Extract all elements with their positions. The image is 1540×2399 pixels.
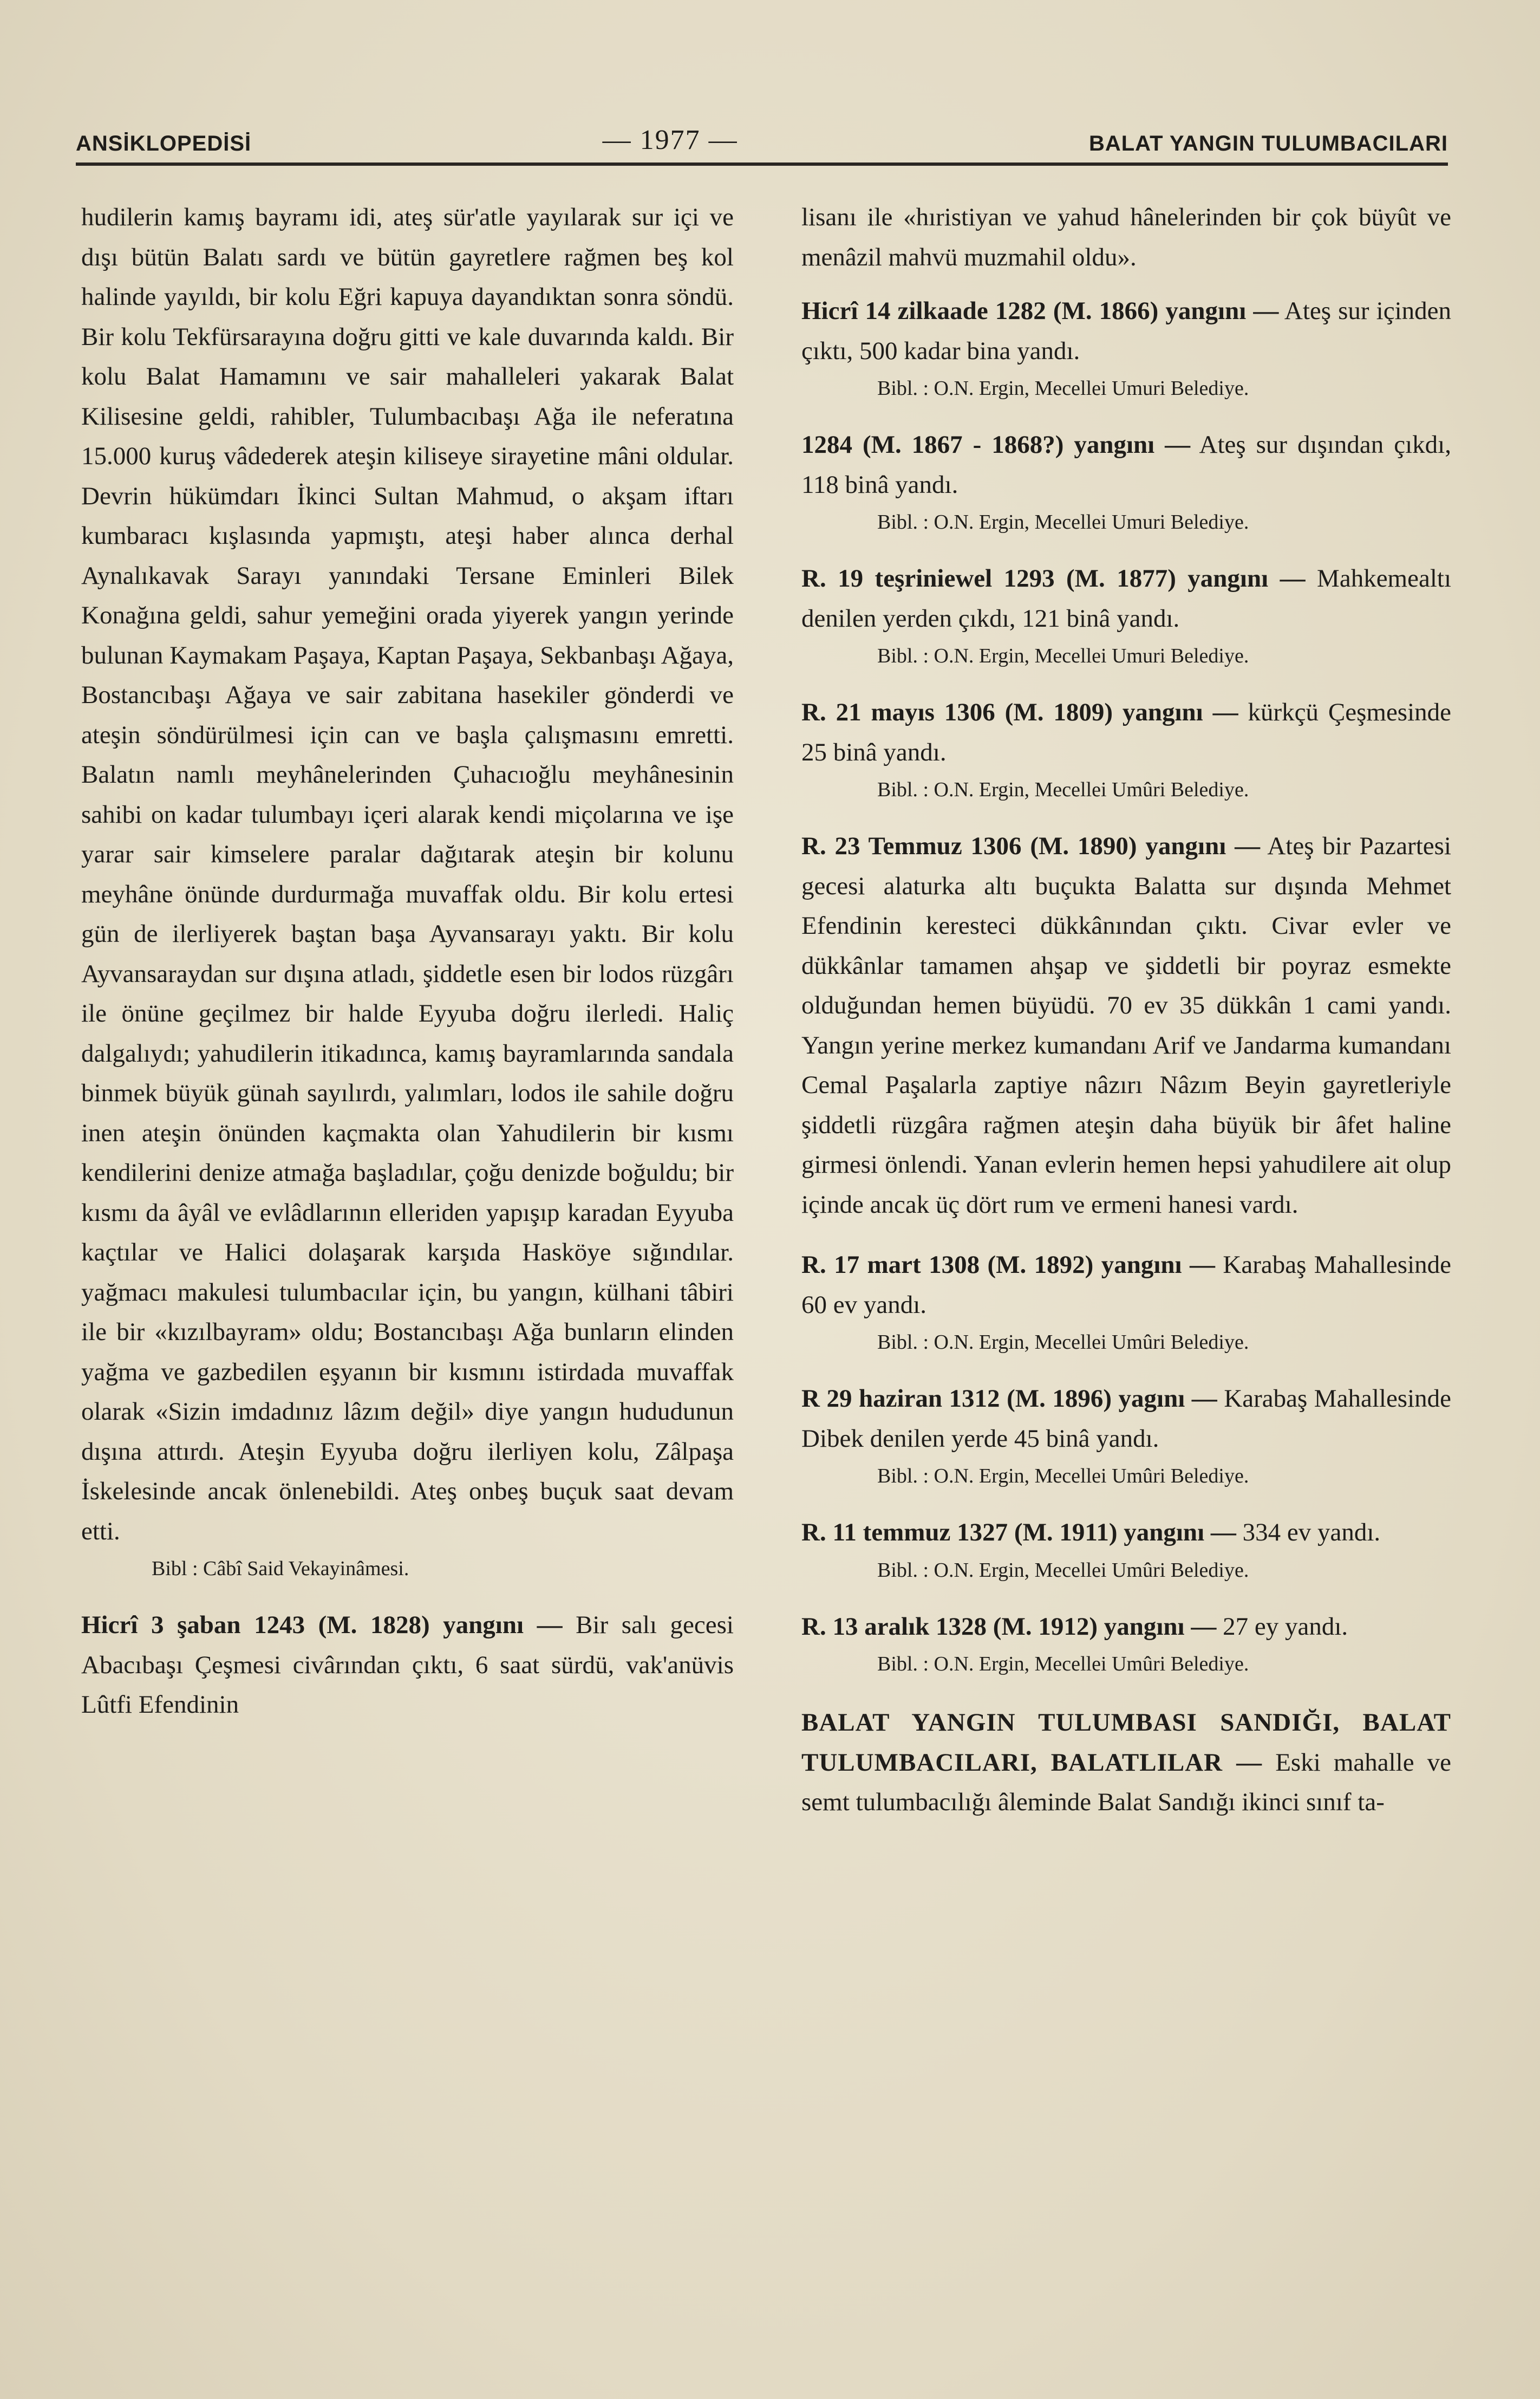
- entry-text: Bir salı gecesi Abacıbaşı Çeşmesi civârından çıktı, 6 saat sürdü, vak'anüvis Lûtfi Efendinin: [81, 1611, 734, 1719]
- page-number: — 1977 —: [602, 125, 738, 155]
- right-bibliography-2: Bibl. : O.N. Ergin, Mecellei Umuri Belediye.: [877, 511, 1249, 534]
- right-bibliography-8: Bibl. : O.N. Ergin, Mecellei Umûri Belediye.: [877, 1558, 1249, 1582]
- right-bibliography-3: Bibl. : O.N. Ergin, Mecellei Umuri Belediye.: [877, 645, 1249, 667]
- right-entry-1: [801, 291, 1451, 371]
- right-entry-2: [801, 425, 1451, 505]
- entry-title: R. 13 aralık 1328 (M. 1912) yangını —: [801, 1612, 1217, 1641]
- right-bibliography-4: Bibl. : O.N. Ergin, Mecellei Umûri Belediye.: [877, 778, 1249, 801]
- right-paragraph-1: lisanı ile «hıristiyan ve yahud hânelerinden bir çok büyût ve menâzil mahvü muzmahil oldu».: [801, 203, 1451, 271]
- header-rule: [76, 162, 1448, 166]
- entry-text: Karabaş Mahallesinde Dibek denilen yerde 45 binâ yandı.: [801, 1384, 1452, 1453]
- right-entry-7: [801, 1379, 1451, 1459]
- right-entry-5: [801, 827, 1451, 1225]
- running-header: [76, 118, 1448, 156]
- entry-title: Hicrî 14 zilkaade 1282 (M. 1866) yangını —: [801, 297, 1279, 325]
- right-entry-4: [801, 693, 1451, 772]
- header-right: BALAT YANGIN TULUMBACILARI: [1088, 132, 1448, 155]
- entry-text: Ateş bir Pazartesi gecesi alaturka altı buçukta Balatta sur dışında Mehmet Efendinin keresteci dükkânından çıktı. Civar evler ve dükkânlar tamamen ahşap ve şiddetli bir poyraz esmekte olduğundan hemen büyüdü. 70 ev 35 dükkân 1 cami yandı. Yangın yerine merkez kumandanı Arif ve Jandarma kumandanı Cemal Paşalarla zaptiye nâzırı Nâzım Beyin gayretleriyle şiddetli rüzgâra rağmen ateşin daha büyük bir âfet haline girmesi önlendi. Yanan evlerin hemen hepsi yahudilere ait olup içinde ancak üç dört rum ve ermeni hanesi vardı.: [801, 832, 1451, 1219]
- entry-text: Karabaş Mahallesinde 60 ev yandı.: [801, 1251, 1451, 1319]
- left-bibliography-1: Bibl : Câbî Said Vekayinâmesi.: [152, 1557, 409, 1580]
- left-column: [81, 198, 734, 1725]
- entry-title: R. 21 mayıs 1306 (M. 1809) yangını —: [801, 698, 1238, 726]
- entry-text: 334 ev yandı.: [1242, 1518, 1381, 1546]
- right-bibliography-9: Bibl. : O.N. Ergin, Mecellei Umûri Belediye.: [877, 1653, 1249, 1675]
- article-title: BALAT YANGIN TULUMBASI SANDIĞI, BALAT TULUMBACILARI, BALATLILAR —: [801, 1708, 1451, 1777]
- entry-title: R. 11 temmuz 1327 (M. 1911) yangını —: [801, 1518, 1236, 1546]
- left-paragraph-1: hudilerin kamış bayramı idi, ateş sür'atle yayılarak sur içi ve dışı bütün Balatı sardı ve bütün gayretlere rağmen beş kol halinde yayıldı, bir kolu Eğri kapuya dayandıktan sonra söndü. Bir kolu Tekfürsarayına doğru gitti ve kale duvarında kaldı. Bir kolu Balat Hamamını ve sair mahalleleri yakarak Balat Kilisesine geldi, rahibler, Tulumbacıbaşı Ağa ile neferatına 15.000 kuruş vâdederek ateşin kiliseye sirayetine mâni oldular. Devrin hükümdarı İkinci Sultan Mahmud, o akşam iftarı kumbaracı kışlasında yapmıştı, ateşi haber alınca derhal Aynalıkavak Sarayı yanındaki Tersane Eminleri Bilek Konağına geldi, sahur yemeğini orada yiyerek yangın yerinde bulunan Kaymakam Paşaya, Kaptan Paşaya, Sekbanbaşı Ağaya, Bostancıbaşı Ağaya ve sair zabitana hasekiler gönderdi ve ateşin söndürülmesi için can ve başla çalışmasını emretti. Balatın namlı meyhânelerinden Çuhacıoğlu meyhânesinin sahibi on kadar tulumbayı içeri alarak kendi miçolarına ve işe yarar sair kimselere paralar dağıtarak ateşin bir kolunu meyhâne önünde durdurmağa muvaffak oldu. Bir kolu ertesi gün de ilerliyerek baştan başa Ayvansarayı yaktı. Bir kolu Ayvansaraydan sur dışına atladı, şiddetle esen bir lodos rüzgârı ile önüne geçilmez bir halde Eyyuba doğru ilerledi. Haliç dalgalıydı; yahudilerin itikadınca, kamış bayramlarında sandala binmek büyük günah sayılırdı, yalımları, lodos ile sahile doğru inen ateşin önünden kaçmakta olan Yahudilerin bir kısmı kendilerini denize atmağa başladılar, çoğu denizde boğuldu; bir kısmı da âyâl ve evlâdlarının elleriden yapışıp karadan Eyyuba kaçtılar ve Halici dolaşarak karşıda Hasköye sığındılar. yağmacı makulesi tulumbacılar için, bu yangın, külhani tâbiri ile bir «kızılbayram» oldu; Bostancıbaşı Ağa bunların elinden yağma ve gazbedilen eşyanın bir kısmını istirdada muvaffak olarak «Sizin imdadınız lâzım değil» diye yangın hududunun dışına attırdı. Ateşin Eyyuba doğru ilerliyen kolu, Zâlpaşa İskelesinde ancak önlenebildi. Ateş onbeş buçuk saat devam etti.: [81, 203, 734, 1545]
- right-entry-6: [801, 1245, 1451, 1325]
- article-heading: [801, 1703, 1451, 1823]
- entry-title: R. 17 mart 1308 (M. 1892) yangını —: [801, 1251, 1216, 1279]
- right-bibliography-6: Bibl. : O.N. Ergin, Mecellei Umûri Belediye.: [877, 1331, 1249, 1354]
- entry-text: Ateş sur dışından çıkdı, 118 binâ yandı.: [801, 431, 1451, 499]
- entry-title: 1284 (M. 1867 - 1868?) yangını —: [801, 431, 1191, 459]
- right-entry-9: [801, 1607, 1451, 1647]
- right-entry-8: [801, 1513, 1451, 1553]
- left-entry-1: [81, 1605, 734, 1725]
- entry-text: 27 ey yandı.: [1223, 1612, 1348, 1641]
- entry-title: R. 19 teşriniewel 1293 (M. 1877) yangını —: [801, 564, 1306, 593]
- right-column: [801, 198, 1451, 1823]
- right-bibliography-1: Bibl. : O.N. Ergin, Mecellei Umuri Belediye.: [877, 377, 1249, 400]
- entry-title: R. 23 Temmuz 1306 (M. 1890) yangını —: [801, 832, 1261, 860]
- right-entry-3: [801, 559, 1451, 639]
- entry-title: R 29 haziran 1312 (M. 1896) yagını —: [801, 1384, 1217, 1413]
- entry-text: Ateş sur içinden çıktı, 500 kadar bina yandı.: [801, 297, 1451, 365]
- article-text: Eski mahalle ve semt tulumbacılığı âleminde Balat Sandığı ikinci sınıf ta-: [801, 1748, 1451, 1816]
- right-bibliography-7: Bibl. : O.N. Ergin, Mecellei Umûri Belediye.: [877, 1465, 1249, 1487]
- entry-title: Hicrî 3 şaban 1243 (M. 1828) yangını —: [81, 1611, 563, 1639]
- entry-text: Mahkemealtı denilen yerden çıkdı, 121 binâ yandı.: [801, 564, 1452, 633]
- entry-text: kürkçü Çeşmesinde 25 binâ yandı.: [801, 698, 1452, 766]
- header-left: ANSİKLOPEDİSİ: [76, 132, 252, 155]
